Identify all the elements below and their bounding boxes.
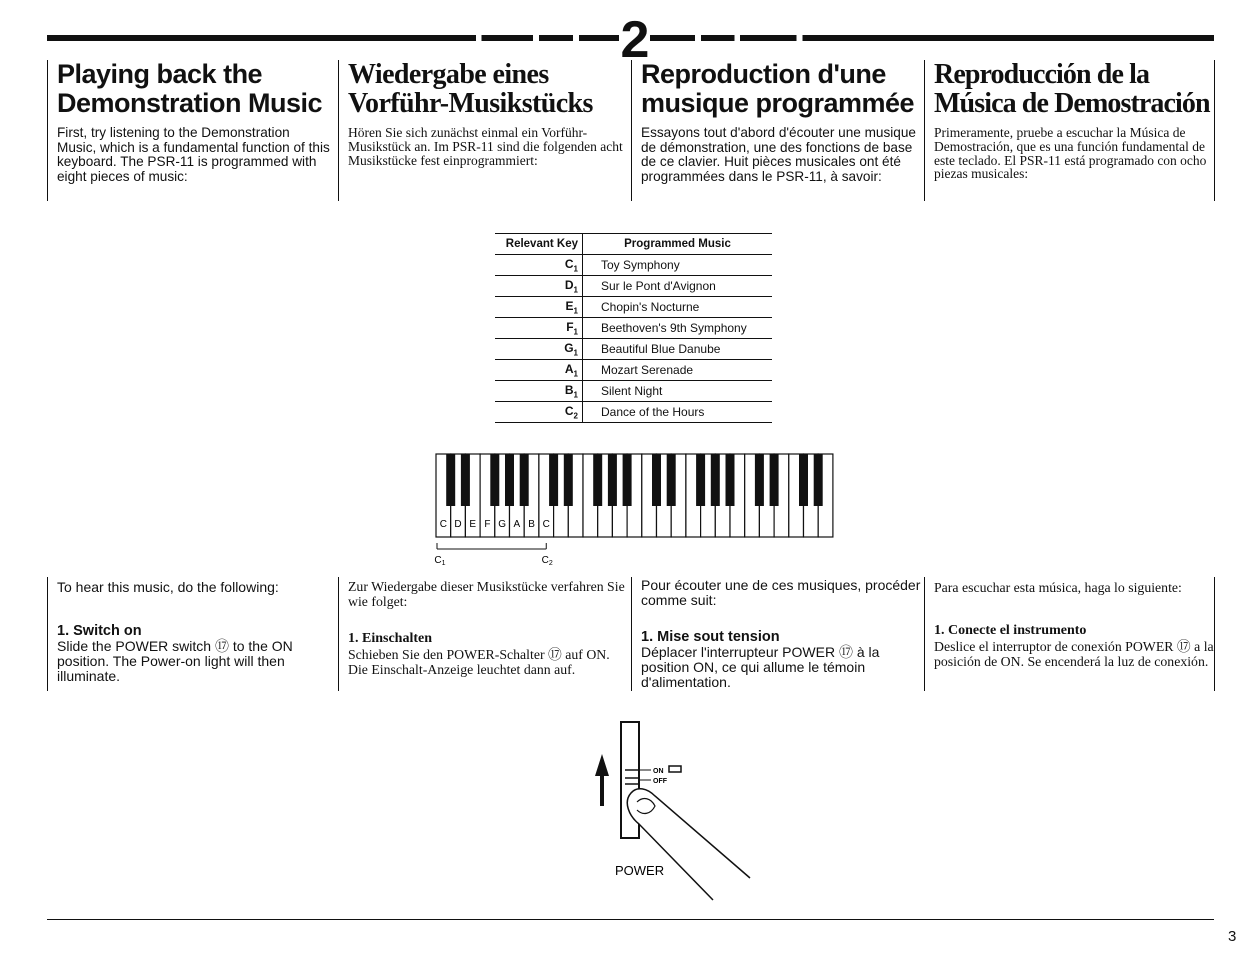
- power-label: POWER: [615, 863, 665, 878]
- section-title-spanish: Reproducción de la Música de Demostración: [934, 59, 1210, 119]
- black-key: [623, 454, 632, 506]
- intro-text-english: First, try listening to the Demonstration Music, which is a fundamental function of this keyboard. The PSR-11 is programmed with eight pieces of music:: [57, 125, 330, 184]
- column-french-steps: [631, 577, 923, 691]
- instruction-french: Pour écouter une de ces musiques, procéder comme suit:: [641, 577, 921, 608]
- table-row: [495, 360, 772, 381]
- black-key: [505, 454, 514, 506]
- relevant-key-cell: $C_2$: [495, 402, 583, 423]
- table-row: [495, 402, 772, 423]
- key-letter: C: [542, 519, 550, 530]
- step-text-german: Schieben Sie den POWER-Schalter ⑰ auf ON. Die Einschalt-Anzeige leuchtet dann auf.: [348, 647, 610, 677]
- programmed-music-cell: Dance of the Hours: [583, 402, 773, 423]
- table-row: [495, 381, 772, 402]
- on-label: ON: [653, 768, 664, 775]
- programmed-music-cell: Mozart Serenade: [583, 360, 773, 381]
- black-key: [608, 454, 617, 506]
- key-letter: B: [528, 519, 535, 530]
- black-key: [814, 454, 823, 506]
- black-key: [799, 454, 808, 506]
- black-key: [770, 454, 779, 506]
- key-letter: E: [469, 519, 477, 530]
- key-letter: D: [454, 519, 462, 530]
- intro-text-french: Essayons tout d'abord d'écouter une musique de démonstration, une des fonctions de base de ce clavier. Huit pièces musicales ont été programmées dans le PSR-11, à savoir:: [641, 125, 916, 184]
- bottom-rule: [47, 919, 1214, 920]
- column-spanish-steps: [924, 577, 1215, 691]
- relevant-key-cell: $B_1$: [495, 381, 583, 402]
- relevant-key-cell: $C_1$: [495, 255, 583, 276]
- relevant-key-cell: $A_1$: [495, 360, 583, 381]
- step-heading-english: 1. Switch on: [57, 623, 142, 639]
- instruction-german: Zur Wiedergabe dieser Musikstücke verfahren Sie wie folget:: [348, 579, 625, 609]
- instruction-english: To hear this music, do the following:: [57, 579, 279, 595]
- finger-icon: [627, 789, 750, 900]
- power-switch-illustration: [585, 718, 755, 908]
- black-key: [520, 454, 529, 506]
- programmed-music-cell: Sur le Pont d'Avignon: [583, 276, 773, 297]
- table-row: [495, 318, 772, 339]
- black-key: [667, 454, 676, 506]
- section-title-english: Playing back the Demonstration Music: [57, 59, 323, 118]
- header-programmed-music: Programmed Music: [583, 234, 773, 255]
- key-letter: G: [498, 519, 507, 530]
- step-heading-spanish: 1. Conecte el instrumento: [934, 623, 1087, 638]
- step-text-english: Slide the POWER switch ⑰ to the ON position. The Power-on light will then illuminate.: [57, 638, 293, 684]
- table-row: [495, 255, 772, 276]
- step-text-spanish: Deslice el interruptor de conexión POWER ⑰ a la posición de ON. Se encenderá la luz de conexión.: [934, 639, 1214, 669]
- up-arrow-icon: [595, 754, 609, 806]
- intro-text-spanish: Primeramente, pruebe a escuchar la Música de Demostración, que es una función fundamental de este teclado. El PSR-11 está programado con ocho piezas musicales:: [934, 125, 1207, 182]
- key-letter: A: [513, 519, 521, 530]
- step-text-french: Déplacer l'interrupteur POWER ⑰ à la position ON, ce qui allume le témoin d'alimentation.: [641, 644, 880, 690]
- black-key: [755, 454, 764, 506]
- black-key: [461, 454, 470, 506]
- table-header-row: [495, 234, 772, 255]
- section-title-german: Wiedergabe eines Vorführ-Musikstücks: [348, 59, 593, 119]
- off-label: OFF: [653, 778, 667, 785]
- column-spanish-intro: [924, 60, 1215, 201]
- programmed-music-cell: Silent Night: [583, 381, 773, 402]
- intro-text-german: Hören Sie sich zunächst einmal ein Vorführ-Musikstück an. Im PSR-11 sind die folgenden acht Musikstücke fest einprogrammiert:: [348, 125, 623, 168]
- table-row: [495, 297, 772, 318]
- key-letter: F: [484, 519, 491, 530]
- black-key: [549, 454, 558, 506]
- relevant-key-cell: $G_1$: [495, 339, 583, 360]
- range-start-label: $C_1$: [434, 555, 446, 567]
- black-key: [726, 454, 735, 506]
- column-english-intro: [47, 60, 332, 201]
- black-key: [652, 454, 661, 506]
- programmed-music-cell: Beethoven's 9th Symphony: [583, 318, 773, 339]
- black-key: [564, 454, 573, 506]
- instruction-spanish: Para escuchar esta música, haga lo siguiente:: [934, 580, 1182, 595]
- key-letter: C: [439, 519, 447, 530]
- relevant-key-cell: $F_1$: [495, 318, 583, 339]
- relevant-key-cell: $D_1$: [495, 276, 583, 297]
- black-key: [696, 454, 705, 506]
- column-english-steps: [47, 577, 332, 691]
- power-indicator-light: [669, 766, 681, 772]
- step-heading-german: 1. Einschalten: [348, 631, 433, 646]
- header-relevant-key: Relevant Key: [495, 234, 583, 255]
- column-german-steps: [338, 577, 630, 691]
- step-heading-french: 1. Mise sout tension: [641, 629, 780, 645]
- range-end-label: $C_2$: [541, 555, 553, 567]
- table-row: [495, 339, 772, 360]
- black-key: [446, 454, 455, 506]
- table-row: [495, 276, 772, 297]
- black-key: [711, 454, 720, 506]
- programmed-music-cell: Beautiful Blue Danube: [583, 339, 773, 360]
- relevant-key-cell: $E_1$: [495, 297, 583, 318]
- programmed-music-cell: Chopin's Nocturne: [583, 297, 773, 318]
- chapter-number: 2: [620, 11, 650, 69]
- column-french-intro: [631, 60, 923, 201]
- top-rule-left: [47, 35, 619, 41]
- programmed-music-cell: Toy Symphony: [583, 255, 773, 276]
- black-key: [593, 454, 602, 506]
- keyboard-illustration: [425, 450, 835, 568]
- page-number: 3: [1228, 928, 1237, 945]
- programmed-music-table: [495, 233, 772, 423]
- top-rule-right: [650, 35, 1214, 41]
- column-german-intro: [338, 60, 630, 201]
- section-title-french: Reproduction d'une musique programmée: [641, 59, 915, 118]
- black-key: [490, 454, 499, 506]
